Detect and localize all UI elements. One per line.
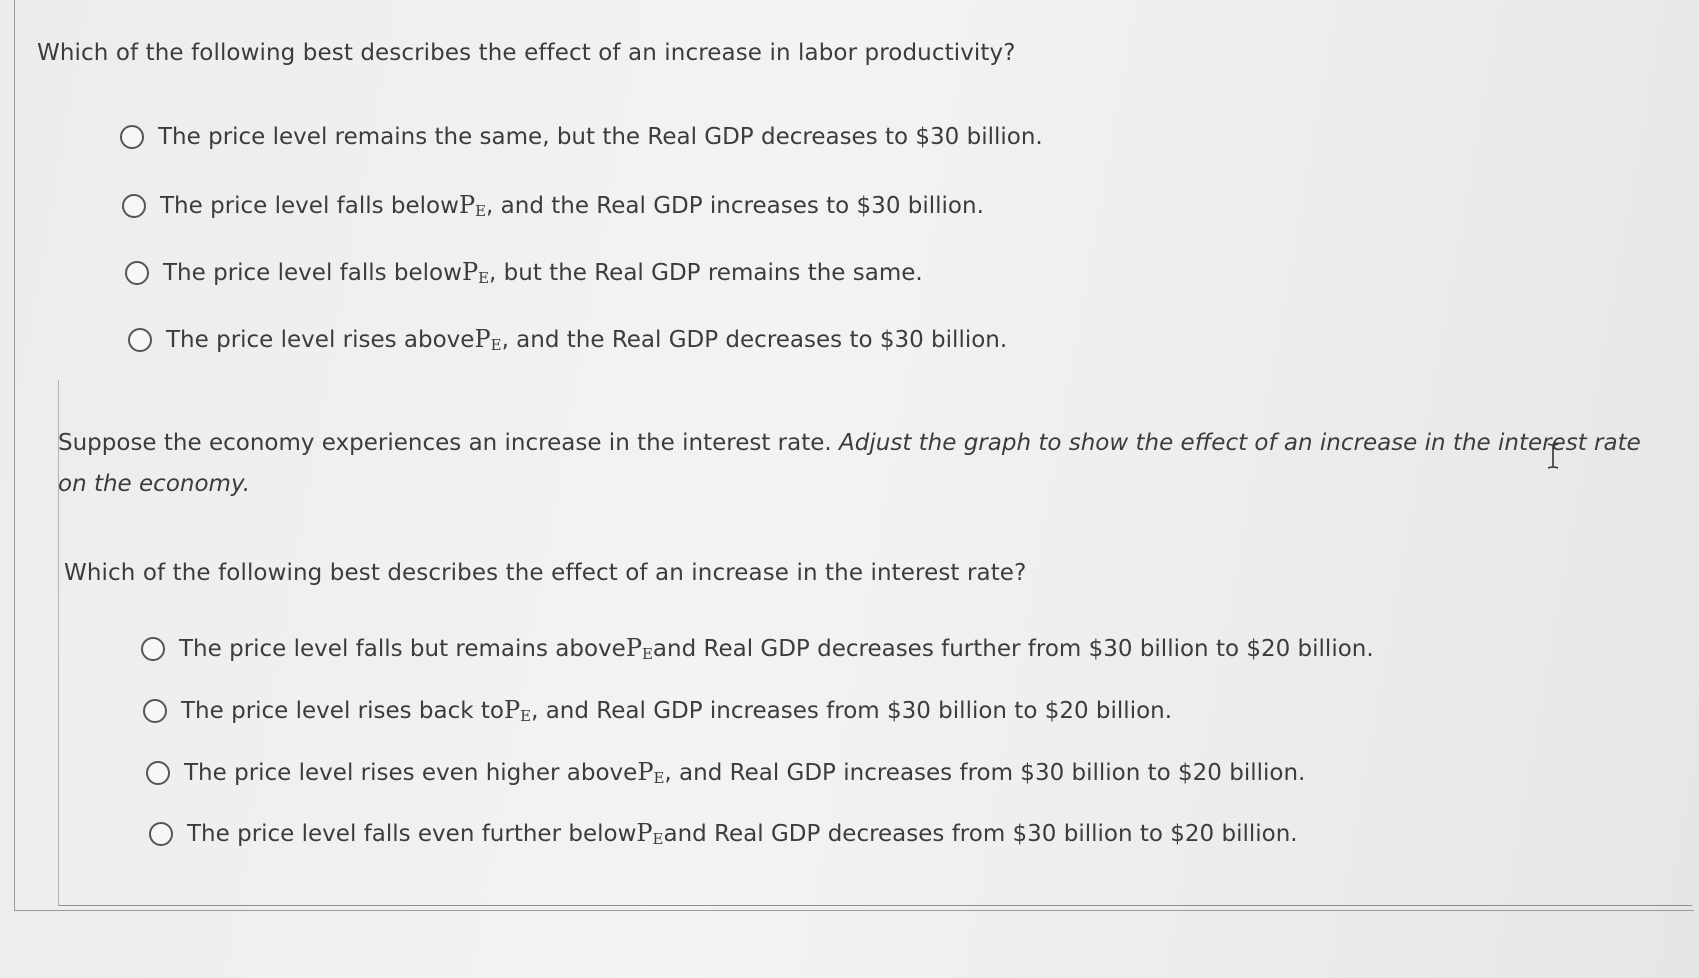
q2-option-4-text-start: The price level falls even further below <box>187 820 637 847</box>
radio-unselected-icon[interactable] <box>149 822 173 846</box>
q1-option-4[interactable] <box>128 325 1007 354</box>
question-1-prompt: Which of the following best describes the effect of an increase in labor productivity? <box>37 40 1016 66</box>
q2-option-2-text-start: The price level rises back to <box>181 697 504 724</box>
q2-option-3[interactable] <box>146 758 1305 787</box>
radio-unselected-icon[interactable] <box>122 194 146 218</box>
q1-option-2[interactable] <box>122 191 984 220</box>
q2-option-3-text-end: , and Real GDP increases from $30 billion to $20 billion. <box>664 759 1306 786</box>
price-level-pe: $P_E$ <box>461 258 490 287</box>
radio-unselected-icon[interactable] <box>141 637 165 661</box>
scenario-prompt <box>58 423 1668 505</box>
q1-option-3-text-start: The price level falls below <box>163 259 462 286</box>
scenario-instruction: Adjust the graph to show the effect of an increase in the interest rate on the economy. <box>58 430 1641 497</box>
q1-option-1-text: The price level remains the same, but the Real GDP decreases to $30 billion. <box>158 124 1043 150</box>
q2-option-4-text-end: and Real GDP decreases from $30 billion to $20 billion. <box>663 820 1298 847</box>
price-level-pe: $P_E$ <box>637 758 665 787</box>
price-level-pe: $P_E$ <box>625 634 653 663</box>
radio-unselected-icon[interactable] <box>128 328 152 352</box>
q1-option-3-text-end: , but the Real GDP remains the same. <box>489 259 923 286</box>
q2-option-4[interactable] <box>149 819 1298 848</box>
scenario-text: Suppose the economy experiences an increase in the interest rate. <box>58 430 840 456</box>
q2-option-1-text-start: The price level falls but remains above <box>179 635 626 662</box>
price-level-pe: $P_E$ <box>636 819 664 848</box>
radio-unselected-icon[interactable] <box>146 761 170 785</box>
price-level-pe: $P_E$ <box>458 191 487 220</box>
q2-option-3-text-start: The price level rises even higher above <box>184 759 638 786</box>
q1-option-2-text-end: , and the Real GDP increases to $30 billion. <box>486 192 984 219</box>
q2-option-2-text-end: , and Real GDP increases from $30 billion to $20 billion. <box>531 697 1173 724</box>
price-level-pe: $P_E$ <box>503 696 532 725</box>
q2-option-2[interactable] <box>143 696 1172 725</box>
q1-option-1[interactable] <box>120 124 1043 150</box>
q1-option-3[interactable] <box>125 258 923 287</box>
price-level-pe: $P_E$ <box>474 325 502 354</box>
q1-option-4-text-end: , and the Real GDP decreases to $30 billion. <box>501 326 1008 353</box>
q1-option-2-text-start: The price level falls below <box>160 192 459 219</box>
q2-option-1-text-end: and Real GDP decreases further from $30 billion to $20 billion. <box>652 635 1374 662</box>
question-2-prompt: Which of the following best describes the effect of an increase in the interest rate? <box>64 560 1027 586</box>
radio-unselected-icon[interactable] <box>125 261 149 285</box>
q2-option-1[interactable] <box>141 634 1374 663</box>
text-cursor-icon <box>1546 442 1560 470</box>
radio-unselected-icon[interactable] <box>143 699 167 723</box>
q1-option-4-text-start: The price level rises above <box>166 326 475 353</box>
radio-unselected-icon[interactable] <box>120 125 144 149</box>
